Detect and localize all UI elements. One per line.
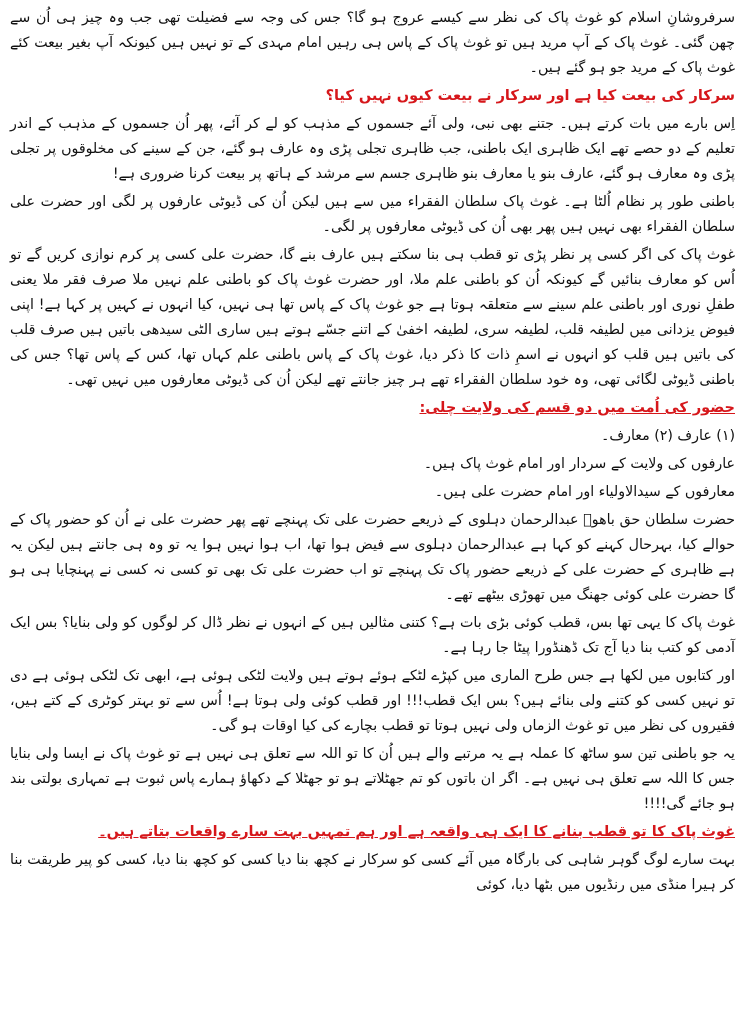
list-item: عارفوں کی ولایت کے سردار اور امام غوث پاک ہیں۔ <box>423 456 735 472</box>
section-heading: سرکار کی بیعت کیا ہے اور سرکار نے بیعت کیوں نہیں کیا؟ <box>325 88 735 104</box>
paragraph: یہ جو باطنی تین سو ساٹھ کا عملہ ہے یہ مرتبے والے ہیں اُن کا تو اللہ سے تعلق ہی نہیں ہے تو غوث پاک نے ایسا ولی بنایا جس کا اللہ سے تعلق ہی نہیں ہے۔ اگر ان باتوں کو تم جھٹلاتے ہو تو جھٹلا کے دکھاؤ ہمارے پاس ثبوت ہے تمہاری بولتی بند ہو جائے گی!!!! <box>10 746 735 812</box>
list-item: (۱) عارف (۲) معارف۔ <box>601 428 735 444</box>
paragraph: سرفروشانِ اسلام کو غوث پاک کی نظر سے کیسے عروج ہو گا؟ جس کی وجہ سے فضیلت تھی جب وہ چیز ہی اُن سے چھن گئی۔ غوث پاک کے آپ مرید ہیں تو غوث پاک کے پاس ہی رہیں امام مہدی کے تو نہیں ہیں کیونکہ آپ بغیر بیعت کئے غوث پاک کے مرید جو ہو گئے ہیں۔ <box>10 10 735 76</box>
paragraph: حضرت سلطان حق باھوؒ عبدالرحمان دہلوی کے ذریعے حضرت علی تک پہنچے تھے پھر حضرت علی نے اُن کو حضور پاک کے حوالے کیا، بہرحال کہنے کو کہا ہے عبدالرحمان دہلوی سے فیض ہوا تھا، اب ہوا نہیں ہوا یہ تو وہ ہی جانتے ہیں لیکن یہ ہے ظاہری کے حضرت علی کے ذریعے حضور پاک تک پہنچے تو اب حضرت علی تک بھی تو کسی نہ کسی نے پہنچایا ہی ہو گا حضرت علی کوئی جھنگ میں تھوڑی بیٹھے تھے۔ <box>10 512 735 603</box>
paragraph: اِس بارے میں بات کرتے ہیں۔ جتنے بھی نبی، ولی آئے جسموں کے مذہب کو لے کر آئے، پھر اُن جسموں کے مذہب کے اندر تعلیم کے دو حصے تھے ایک ظاہری ایک باطنی، جب ظاہری تجلی پڑی وہ عارف ہو گئے، جن کے سینے کی مخلوقوں پر تجلی پڑی وہ معارف ہو گئے، عارف بنو یا معارف بنو ظاہری جسم سے مرشد کے ہاتھ پر بیعت کرنا ضروری ہے! <box>10 116 735 182</box>
paragraph: غوث پاک کا یہی تھا بس، قطب کوئی بڑی بات ہے؟ کتنی مثالیں ہیں کے انہوں نے نظر ڈال کر لوگوں کو ولی بنایا؟ بس ایک آدمی کو کتب بنا دیا آج تک ڈھنڈورا پیٹا جا رہا ہے۔ <box>10 615 735 656</box>
paragraph: باطنی طور پر نظام اُلٹا ہے۔ غوث پاک سلطان الفقراء میں سے ہیں لیکن اُن کی ڈیوٹی عارفوں پر لگی اور حضرت علی سلطان الفقراء بھی نہیں ہیں پھر بھی اُن کی ڈیوٹی معارفوں پر لگی۔ <box>10 194 735 235</box>
section-heading: حضور کی اُمت میں دو قسم کی ولایت چلی: <box>419 400 735 416</box>
paragraph: بہت سارے لوگ گوہر شاہی کی بارگاہ میں آئے کسی کو سرکار نے کچھ بنا دیا کسی کو کچھ بنا دیا، کسی کو پیر طریقت بنا کر ہیرا منڈی میں رنڈیوں میں بٹھا دیا، کوئی <box>10 852 735 893</box>
list-item: معارفوں کے سیدالاولیاء اور امام حضرت علی ہیں۔ <box>434 484 735 500</box>
paragraph: غوث پاک کی اگر کسی پر نظر پڑی تو قطب ہی بنا سکتے ہیں عارف بنے گا، حضرت علی کسی پر کرم نوازی کریں گے تو اُس کو معارف بنائیں گے کیونکہ اُن کو باطنی علم ملا، اور حضرت غوث پاک کو باطنی علم نہیں ملا صرف فقر ملا یعنی طفلِ نوری اور باطنی علم سینے سے متعلقہ ہوتا ہے جو غوث پاک کے پاس تھا ہی نہیں، کیا انہوں نے کہیں پر کہا ہے! اپنی فیوض یزدانی میں لطیفہ قلب، لطیفہ سری، لطیفہ اخفیٰ کے اتنے جسّے ہوتے ہیں ساری الٹی سیدھی باتیں ہیں صرف قلب کی باتیں ہیں قلب کو انہوں نے اسمِ ذات کا ذکر دیا، غوث پاک کے پاس باطنی علم کہاں تھا، کس کے پاس تھا؟ جس کی باطنی ڈیوٹی لگائی تھی، وہ خود سلطان الفقراء تھے ہر چیز جانتے تھے لیکن اُن کی ڈیوٹی معارفوں میں نہیں تھی۔ <box>10 247 735 388</box>
paragraph: اور کتابوں میں لکھا ہے جس طرح الماری میں کپڑے لٹکے ہوئے ہوتے ہیں ولایت لٹکی ہوئی ہے، ابھی تک لٹکی ہوئی ہے دی تو نہیں کسی کو کتنے ولی بنائے ہیں؟ بس ایک قطب!!! اور قطب کوئی ولی ہوتا ہے! اُس سے تو بہتر کوٹری کے کتے ہیں، فقیروں کی نظر میں تو غوث الزماں ولی نہیں ہوتا تو قطب بچارے کی کیا اوقات ہو گی۔ <box>10 668 735 734</box>
section-heading: غوث پاک کا تو قطب بنانے کا ایک ہی واقعہ ہے اور ہم تمہیں بہت سارے واقعات بتاتے ہیں۔ <box>98 824 735 840</box>
